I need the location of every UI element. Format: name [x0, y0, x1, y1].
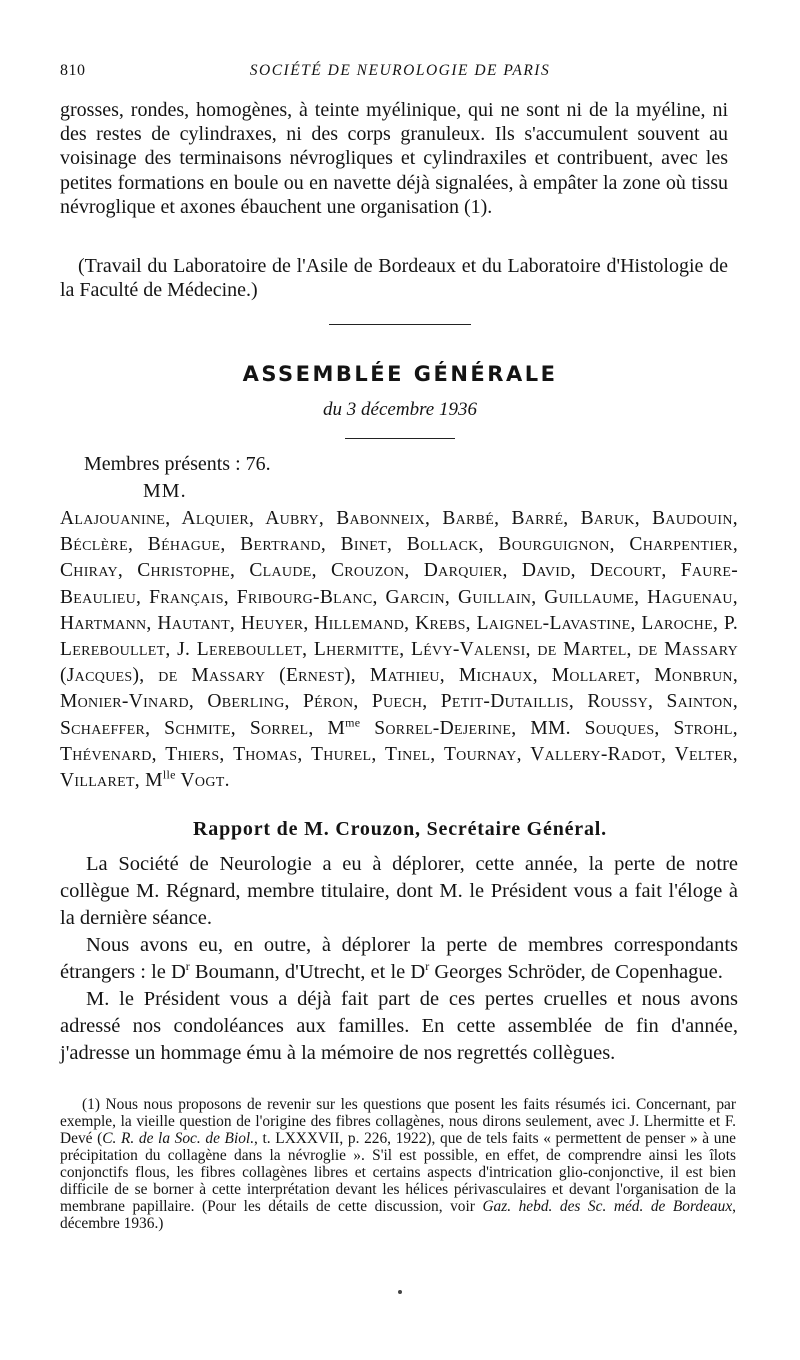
- footnote-text: , t. LXXXVII, p. 226, 1922), que de tels faits « permettent de penser » à une précipitation du collagène dans la névroglie ». S'il est possible, en effet, de comprendre ainsi les îlots conjonctifs flous, les fibres collagènes libres et certains aspects d'intrication glio-conjonctive, il est bien difficile de se borner à cette interprétation devant les hélices périvasculaires et devant l'organisation de la membrane papillaire. (Pour les détails de cette discussion, voir: [60, 1130, 736, 1215]
- mm-label: MM.: [143, 480, 187, 502]
- mlle-superscript: lle: [162, 767, 176, 782]
- footnote: [60, 1096, 736, 1232]
- member-names-line: Hillemand, Krebs, Laignel-Lavastine, Laroche, P. Lereboullet,: [60, 612, 739, 661]
- member-names-line: Alajouanine, Alquier, Aubry, Babonneix, Barbé, Barré, Baruk,: [60, 508, 640, 529]
- report-paragraph: La Société de Neurologie a eu à déplorer, cette année, la perte de notre collègue M. Régnard, membre titulaire, dont M. le Président vous a fait l'éloge à la dernière séance.: [60, 853, 738, 929]
- members-list: [60, 506, 738, 794]
- running-header: [60, 62, 740, 86]
- intro-paragraph: grosses, rondes, homogènes, à teinte myélinique, qui ne sont ni de la myéline, ni des restes de cylindraxes, ni des corps granuleux. Ils s'accumulent souvent au voisinage des terminaisons névrogliques et cylindraxiles et contribuent, avec les petites formations en boule ou en navette déjà signalées, à empâter la zone où tissu névroglique et axones ébauchent une organisation (1).: [60, 99, 728, 218]
- citation: Gaz. hebd. des Sc. méd. de Bordeaux: [482, 1198, 733, 1215]
- report-text: Nous avons eu, en outre, à déplorer la perte de membres correspondants étrangers : le D: [60, 934, 738, 983]
- member-names-line: Monbrun, Monier-Vinard, Oberling, Péron, Puech, Petit-Dutaillis,: [60, 665, 738, 713]
- member-names-line: J. Lereboullet, Lhermitte, Lévy-Valensi, de Martel, de Massary: [177, 639, 738, 661]
- date-divider: [345, 438, 455, 439]
- print-speck: [398, 1290, 402, 1294]
- mme-superscript: me: [345, 715, 361, 730]
- member-names-line: MM. Souques, Strohl, Thévenard, Thiers, Thomas, Thurel, Tinel, Tournay, Vallery-Radot, Velter, Villaret,: [60, 717, 738, 792]
- footnote-text: (1) Nous nous proposons de revenir sur les questions que posent les faits résumés ici. Concernant, par exemple, la vieille question de l'origine des fibres collagènes, nous dirons seulement, avec J. Lhermitte et F. Devé (: [60, 1096, 736, 1147]
- report-text: Boumann, d'Utrecht, et le D: [189, 961, 426, 983]
- member-names-line: Charpentier, Chiray, Christophe, Claude, Crouzon, Darquier,: [60, 534, 738, 582]
- footnote-text: , décembre 1936.): [60, 1198, 737, 1232]
- footnote-paragraph: [60, 1096, 736, 1232]
- section-date: du 3 décembre 1936: [323, 399, 477, 420]
- mlle-title: M: [145, 770, 163, 792]
- report-title: Rapport de M. Crouzon, Secrétaire Général.: [193, 818, 607, 840]
- report-paragraph: M. le Président vous a déjà fait part de ces pertes cruelles et nous avons adressé nos condoléances aux familles. En cette assemblée de fin d'année, j'adresse un hommage ému à la mémoire de nos regrettés collègues.: [60, 988, 738, 1064]
- laboratory-credit: (Travail du Laboratoire de l'Asile de Bordeaux et du Laboratoire d'Histologie de la Faculté de Médecine.): [60, 255, 728, 302]
- member-names-line: David, Decourt, Faure-Beaulieu, Français, Fribourg-Blanc, Garcin,: [60, 560, 738, 608]
- page-number: 810: [60, 62, 86, 79]
- doctor-superscript: r: [425, 959, 430, 974]
- section-divider: [329, 324, 471, 325]
- section-title: ASSEMBLÉE GÉNÉRALE: [242, 362, 558, 386]
- citation: C. R. de la Soc. de Biol.: [102, 1130, 255, 1147]
- report-paragraph: [60, 932, 738, 986]
- mlle-name: Vogt.: [180, 770, 230, 792]
- report-text: Georges Schröder, de Copenhague.: [429, 961, 723, 983]
- members-present: Membres présents : 76.: [84, 453, 271, 475]
- mme-name: Sorrel-Dejerine,: [374, 717, 517, 739]
- doctor-superscript: r: [185, 959, 190, 974]
- member-names-line: Guillain, Guillaume, Haguenau, Hartmann, Hautant, Heuyer,: [60, 586, 738, 634]
- member-names-line: (Jacques), de Massary (Ernest), Mathieu, Michaux, Mollaret,: [60, 665, 641, 687]
- report-body: [60, 851, 738, 1067]
- member-names-line: Baudouin, Béclère, Béhague, Bertrand, Binet, Bollack, Bourguignon,: [60, 508, 738, 556]
- running-title: SOCIÉTÉ DE NEUROLOGIE DE PARIS: [249, 62, 551, 79]
- mme-title: M: [327, 717, 346, 739]
- member-names-line: Roussy, Sainton, Schaeffer, Schmite, Sorrel,: [60, 691, 738, 739]
